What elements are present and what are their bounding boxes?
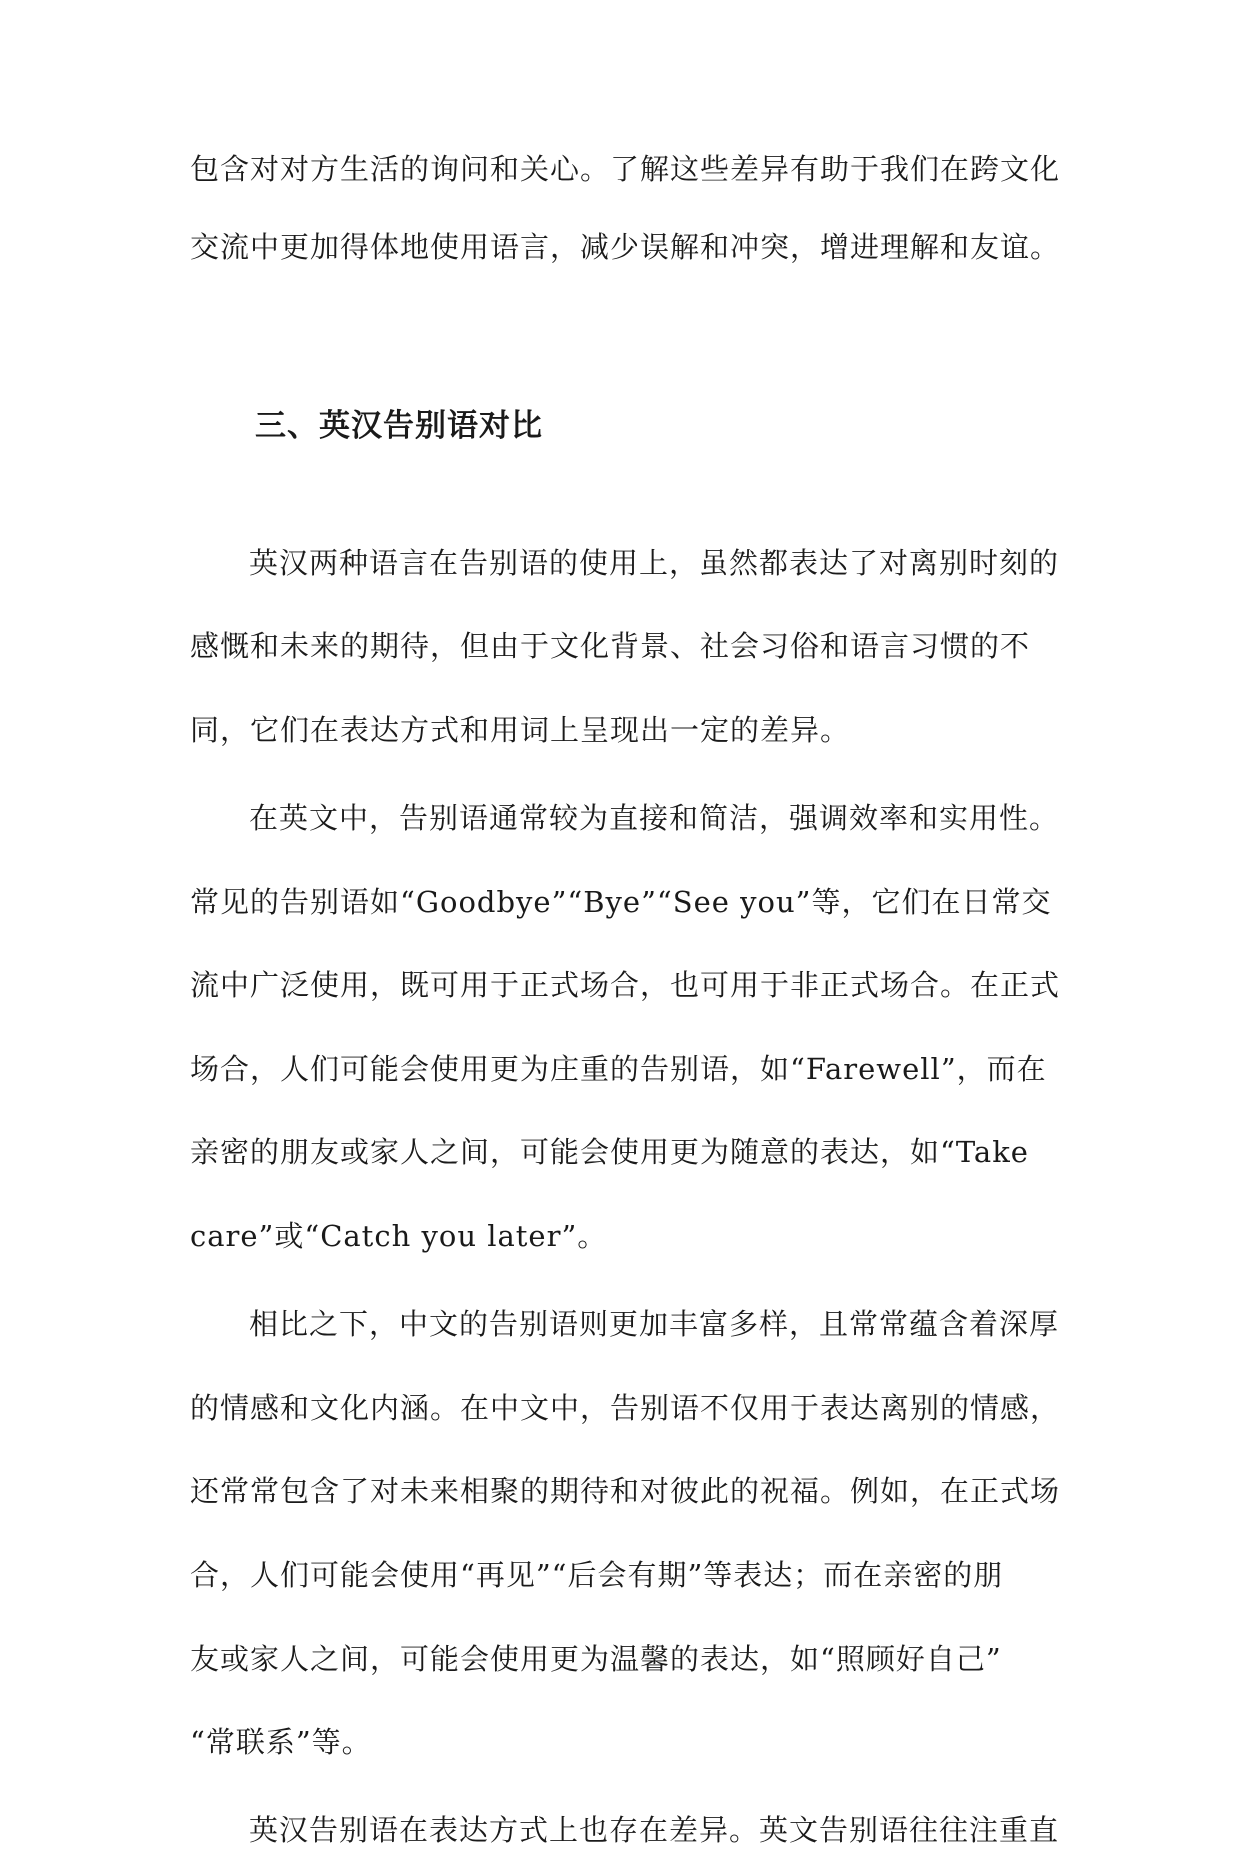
intro-line: 包含对对方生活的询问和关心。了解这些差异有助于我们在跨文化: [190, 152, 1061, 186]
paragraph-line: 英汉两种语言在告别语的使用上，虽然都表达了对离别时刻的: [249, 546, 1060, 580]
section-heading: 三、英汉告别语对比: [255, 408, 543, 444]
paragraph-line: 英汉告别语在表达方式上也存在差异。英文告别语往往注重直: [249, 1813, 1060, 1847]
paragraph-line: 亲密的朋友或家人之间，可能会使用更为随意的表达，如“Take: [190, 1135, 1029, 1169]
paragraph-line: 感慨和未来的期待，但由于文化背景、社会习俗和语言习惯的不: [190, 629, 1031, 663]
paragraph-line: “常联系”等。: [190, 1725, 372, 1759]
paragraph-line: 的情感和文化内涵。在中文中，告别语不仅用于表达离别的情感，: [190, 1391, 1061, 1425]
paragraph-line: 相比之下，中文的告别语则更加丰富多样，且常常蕴含着深厚: [249, 1307, 1060, 1341]
paragraph-line: 流中广泛使用，既可用于正式场合，也可用于非正式场合。在正式: [190, 968, 1061, 1002]
paragraph-line: 同，它们在表达方式和用词上呈现出一定的差异。: [190, 713, 851, 747]
paragraph-line: 友或家人之间，可能会使用更为温馨的表达，如“照顾好自己”: [190, 1642, 1002, 1676]
paragraph-line: 在英文中，告别语通常较为直接和简洁，强调效率和实用性。: [249, 801, 1060, 835]
intro-line: 交流中更加得体地使用语言，减少误解和冲突，增进理解和友谊。: [190, 230, 1061, 264]
paragraph-line: 常见的告别语如“Goodbye”“Bye”“See you”等，它们在日常交: [190, 885, 1052, 919]
paragraph-line: 还常常包含了对未来相聚的期待和对彼此的祝福。例如，在正式场: [190, 1474, 1061, 1508]
paragraph-line: 合，人们可能会使用“再见”“后会有期”等表达；而在亲密的朋: [190, 1558, 1004, 1592]
paragraph-line: care”或“Catch you later”。: [190, 1219, 608, 1253]
paragraph-line: 场合，人们可能会使用更为庄重的告别语，如“Farewell”，而在: [190, 1052, 1047, 1086]
